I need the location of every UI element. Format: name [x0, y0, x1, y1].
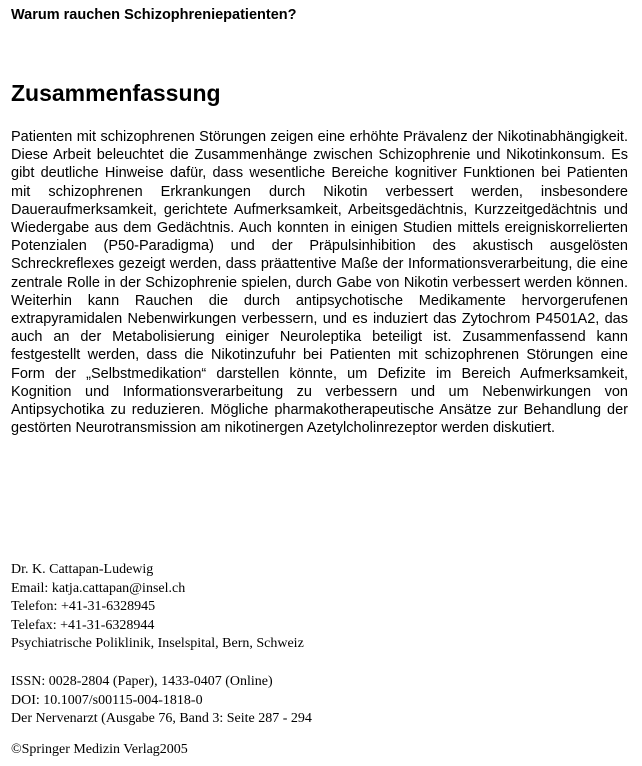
issn-line: ISSN: 0028-2804 (Paper), 1433-0407 (Online) [11, 674, 273, 689]
author-email: Email: katja.cattapan@insel.ch [11, 580, 186, 596]
abstract-paragraph: Patienten mit schizophrenen Störungen zeigen eine erhöhte Prävalenz der Nikotinabhängigkeit. Diese Arbeit beleuchtet die Zusammenhänge zwischen Schizophrenie und Nikotinkonsum. Es gibt deutliche Hinweise dafür, dass wesentliche Bereiche kognitiver Funktionen bei Patienten mit schizophrenen Erkrankungen durch Nikotin verbessert werden, insbesondere Daueraufmerksamkeit, gerichtete Aufmerksamkeit, Arbeitsgedächtnis, Kurzzeitgedächtnis und Wiedergabe aus dem Gedächtnis. Auch konnten in einigen Studien mittels ereigniskorrelierten Potenzialen (P50-Paradigma) und der Präpulsinhibition des akustisch ausgelösten Schreckreflexes gezeigt werden, dass präattentive Maße der Informationsverarbeitung, die eine zentrale Rolle in der Schizophrenie spielen, durch Gabe von Nikotin verbessert werden können. Weiterhin kann Rauchen die durch antipsychotische Medikamente hervorgerufenen extrapyramidalen Nebenwirkungen verbessern, und es induziert das Zytochrom P4501A2, das auch an der Metabolisierung einiger Neuroleptika beteiligt ist. Zusammenfassend kann festgestellt werden, dass die Nikotinzufuhr bei Patienten mit schizophrenen Störungen eine Form der „Selbstmedikation“ darstellen könnte, um Defizite im Bereich Aufmerksamkeit, Kognition und Informationsverarbeitung zu verbessern und um Nebenwirkungen von Antipsychotika zu reduzieren. Mögliche pharmakotherapeutische Ansätze zur Behandlung der gestörten Neurotransmission am nikotinergen Azetylcholinrezeptor werden diskutiert. [11, 129, 628, 437]
doi-line: DOI: 10.1007/s00115-004-1818-0 [11, 692, 203, 708]
author-institution: Psychiatrische Poliklinik, Inselspital, Bern, Schweiz [11, 636, 304, 651]
author-name: Dr. K. Cattapan-Ludewig [11, 562, 154, 577]
author-fax: Telefax: +41-31-6328944 [11, 617, 155, 633]
section-heading: Zusammenfassung [11, 80, 221, 106]
author-phone: Telefon: +41-31-6328945 [11, 599, 156, 614]
copyright-notice: ©Springer Medizin Verlag2005 [11, 742, 188, 757]
running-title: Warum rauchen Schizophreniepatienten? [11, 7, 297, 23]
publication-info-block [11, 673, 312, 729]
journal-citation: Der Nervenarzt (Ausgabe 76, Band 3: Seite 287 - 294 [11, 711, 312, 726]
author-contact-block [11, 561, 304, 654]
